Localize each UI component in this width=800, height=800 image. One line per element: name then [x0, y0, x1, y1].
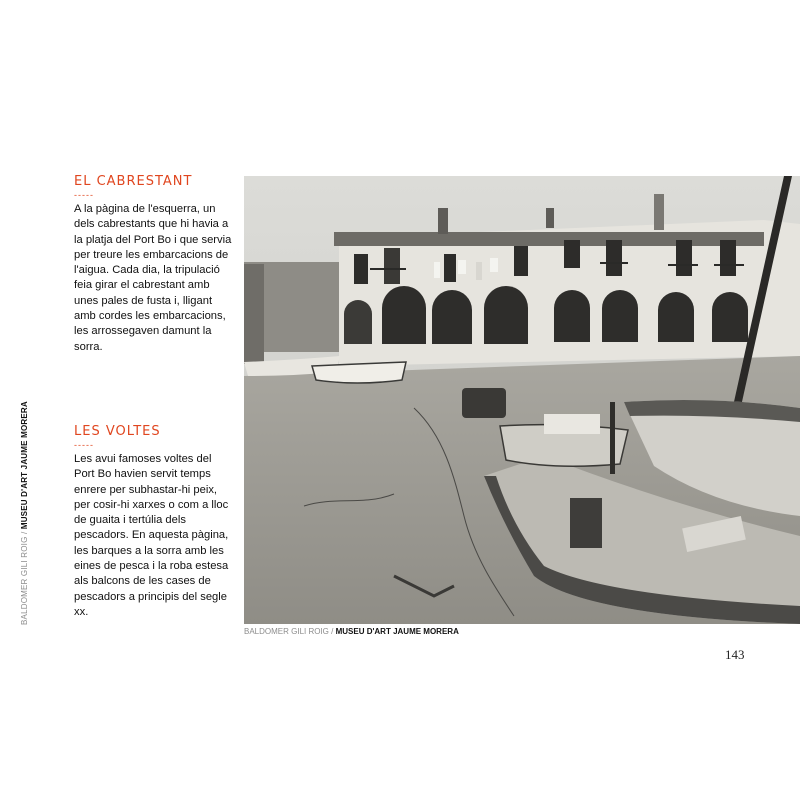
section-title-rule: ----- [74, 440, 94, 450]
side-credit-museum: MUSEU D'ART JAUME MORERA [20, 401, 29, 530]
page-number: 143 [725, 647, 745, 662]
section-el-cabrestant [74, 174, 232, 355]
section-body: A la pàgina de l'esquerra, un dels cabrestants que hi havia a la platja del Port Bo i que servia per treure les embarcacions de l'aigua. Cada dia, la tripulació feia girar el cabrestant amb unes pales de fusta i, lligant amb cordes les embarcacions, les arrossegaven damunt la sorra. [74, 203, 232, 353]
section-les-voltes [74, 424, 232, 620]
side-photo-credit [20, 401, 29, 625]
section-title: EL CABRESTANT [74, 173, 193, 190]
section-title: LES VOLTES [74, 423, 161, 440]
photo-illustration [244, 176, 800, 624]
photo-credit-museum: MUSEU D'ART JAUME MORERA [335, 627, 459, 636]
side-credit-separator: / [20, 531, 29, 535]
historic-photograph [244, 176, 800, 624]
section-body: Les avui famoses voltes del Port Bo havien servit temps enrere per subhastar-hi peix, per cosir-hi xarxes o com a lloc de guaita i tertúlia dels pescadors. En aquesta pàgina, les barques a la sorra amb les eines de pesca i la roba estesa als balcons de les cases de pescadors a principis del segle xx. [74, 453, 229, 618]
section-title-rule: ----- [74, 190, 94, 200]
photo-credit [244, 627, 459, 636]
photo-credit-author: BALDOMER GILI ROIG [244, 627, 329, 636]
photo-credit-separator: / [331, 627, 334, 636]
side-credit-author: BALDOMER GILI ROIG [20, 536, 29, 625]
